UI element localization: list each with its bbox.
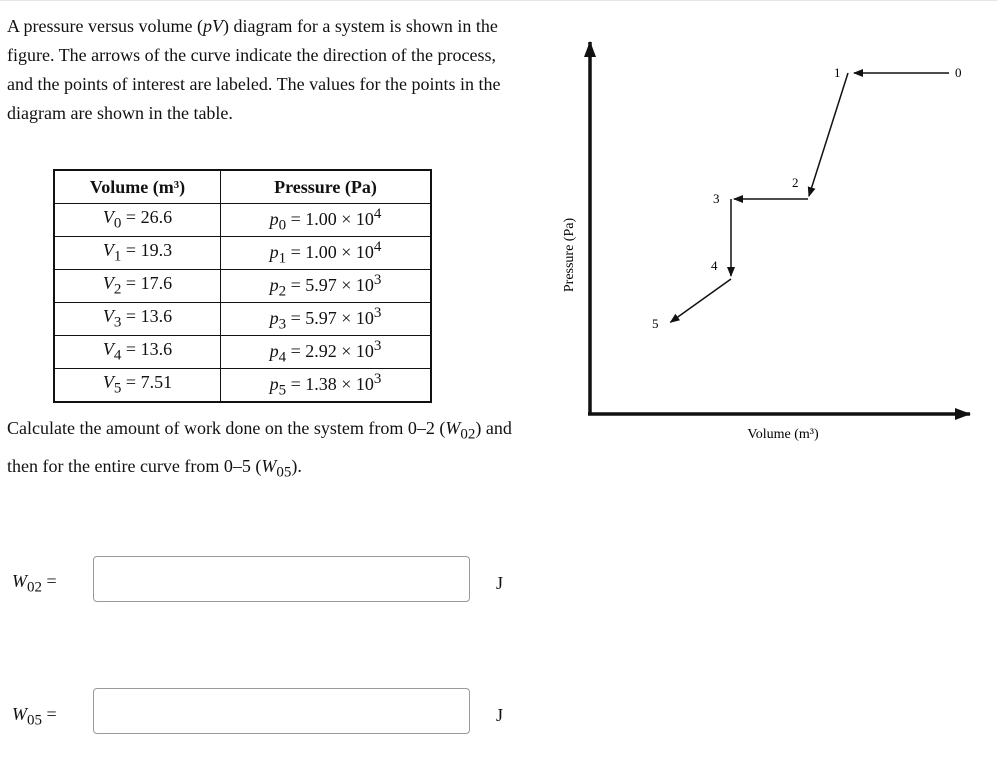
table-row	[54, 369, 431, 403]
point-label-1: 1	[834, 65, 841, 80]
pressure-cell: $p_3 = 5.97 \times 10^3$	[221, 303, 432, 336]
point-label-0: 0	[955, 65, 962, 80]
w05-unit: J	[496, 705, 504, 725]
segment-1-2	[809, 73, 848, 196]
volume-cell: $V_1 = 19.3$	[54, 237, 221, 270]
volume-cell: $V_2 = 17.6$	[54, 270, 221, 303]
pressure-cell: $p_2 = 5.97 \times 10^3$	[221, 270, 432, 303]
table-header-row	[54, 170, 431, 204]
volume-header: Volume (m³)	[54, 170, 221, 204]
top-divider	[0, 0, 997, 1]
pv-values-table	[53, 169, 432, 403]
table-row	[54, 237, 431, 270]
pressure-cell: $p_0 = 1.00 \times 10^4$	[221, 204, 432, 237]
point-label-3: 3	[713, 191, 720, 206]
pressure-header: Pressure (Pa)	[221, 170, 432, 204]
volume-cell: $V_5 = 7.51$	[54, 369, 221, 403]
x-axis-label: Volume (m³)	[747, 427, 819, 442]
point-labels	[652, 65, 962, 331]
table-row	[54, 336, 431, 369]
problem-intro: A pressure versus volume (pV) diagram for a system is shown in the figure. The arrows of the curve indicate the direction of the process, and the points of interest are labeled. The values for the points in the diagram are shown in the table.	[7, 16, 501, 123]
w05-answer-input[interactable]	[93, 688, 470, 734]
point-label-5: 5	[652, 316, 659, 331]
table-row	[54, 303, 431, 336]
volume-cell: $V_0 = 26.6$	[54, 204, 221, 237]
point-label-2: 2	[792, 175, 799, 190]
pv-diagram	[555, 30, 980, 450]
w02-unit: J	[496, 573, 504, 593]
table-row	[54, 270, 431, 303]
point-label-4: 4	[711, 258, 718, 273]
w02-label: $W_{02}$ =	[12, 571, 57, 596]
y-axis-label: Pressure (Pa)	[562, 217, 577, 293]
pressure-cell: $p_4 = 2.92 \times 10^3$	[221, 336, 432, 369]
volume-cell: $V_4 = 13.6$	[54, 336, 221, 369]
question-text: Calculate the amount of work done on the system from 0–2 $(W_{02})$ and then for the entire curve from 0–5 $(W_{05})$.	[7, 418, 512, 481]
segment-4-5	[670, 279, 731, 322]
table-row	[54, 204, 431, 237]
pressure-cell: $p_5 = 1.38 \times 10^3$	[221, 369, 432, 403]
w02-answer-input[interactable]	[93, 556, 470, 602]
pressure-cell: $p_1 = 1.00 \times 10^4$	[221, 237, 432, 270]
w05-label: $W_{05}$ =	[12, 704, 57, 729]
volume-cell: $V_3 = 13.6$	[54, 303, 221, 336]
